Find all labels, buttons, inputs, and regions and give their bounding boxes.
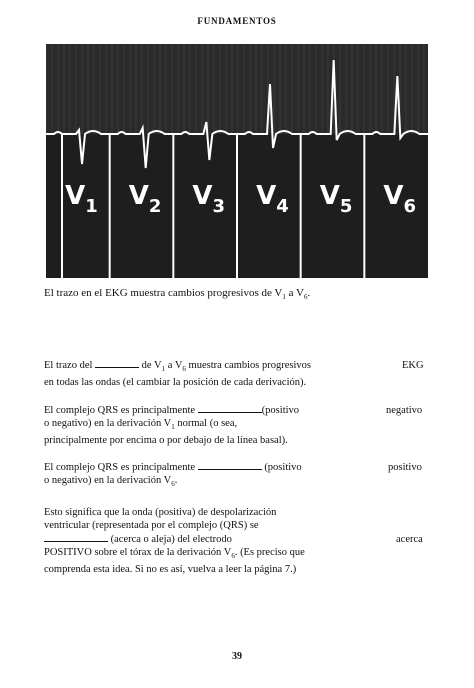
lead-number: 5 [339,196,353,217]
question-text: normal (o sea, [174,418,238,429]
caption-sub: 1 [282,293,286,302]
lead-letter: V [65,181,86,211]
lead-subscript: 1 [161,365,166,374]
question-line [44,358,311,376]
question-line [44,519,305,532]
lead-number: 2 [148,196,162,217]
question-line [44,403,299,417]
question-text: de V [139,360,162,371]
question-text: principalmente por encima o por debajo de la línea basal). [44,435,288,447]
question-text: El complejo QRS es principalmente [44,462,198,473]
answer-blank[interactable] [44,532,108,542]
running-header: FUNDAMENTOS [197,16,277,26]
frame-question [44,403,299,447]
question-line [44,506,305,519]
frame-answer: positivo [388,462,422,473]
question-text: a V [165,360,183,371]
question-text: muestra cambios progresivos [185,360,312,371]
lead-letter: V [128,181,149,211]
lead-letter: V [383,181,404,211]
question-line [44,474,302,491]
question-text: El trazo del [44,360,96,371]
question-line [44,546,305,563]
question-text: POSITIVO sobre el tórax de la derivación V [44,547,232,558]
ekg-trace-svg [46,44,428,278]
question-line [44,460,302,474]
ekg-figure [46,44,428,278]
question-text: o negativo) en la derivación V [44,418,172,429]
lead-number: 1 [85,196,98,217]
frame-question [44,460,302,491]
frame-answer: acerca [396,534,423,545]
lead-subscript: 6 [171,480,175,489]
caption-sub: 6 [304,293,308,302]
question-line [44,434,299,447]
lead-subscript: 6 [182,365,186,374]
question-line [44,376,311,389]
lead-number: 4 [276,196,289,217]
lead-subscript: 1 [171,423,175,432]
question-text: . [174,475,178,486]
caption-text: . [307,287,311,299]
frame-question [44,358,311,389]
question-text: o negativo) en la derivación V [44,475,172,486]
question-text: (positivo [261,405,300,416]
lead-letter: V [192,181,213,211]
lead-number: 3 [212,196,226,217]
frame-answer: EKG [402,360,424,371]
caption-text: a V [285,287,305,299]
question-line [44,417,299,434]
lead-subscript: 6 [231,552,235,561]
figure-caption [44,287,310,301]
question-text: El complejo QRS es principalmente [44,405,198,416]
answer-blank[interactable] [198,403,262,413]
page-number: 39 [232,651,242,662]
answer-blank[interactable] [198,460,262,470]
question-text: en todas las ondas (el cambiar la posición de cada derivación). [44,377,307,389]
lead-letter: V [256,181,277,211]
question-text: ventricular (representada por el complejo (QRS) se [44,520,259,531]
question-line [44,563,305,576]
question-text: (acerca o aleja) del electrodo [108,534,232,545]
question-text: Esto significa que la onda (positiva) de despolarización [44,507,277,518]
frame-answer: negativo [386,405,423,416]
question-text: comprenda esta idea. Si no es así, vuelva a leer la página 7.) [44,564,297,576]
question-line [44,532,305,546]
lead-number: 6 [403,196,417,217]
question-text: (positivo [261,462,302,473]
caption-text: El trazo en el EKG muestra cambios progresivos de V [44,287,283,299]
question-text: . (Es preciso que [234,547,305,558]
lead-letter: V [319,181,340,211]
frame-question [44,506,305,576]
answer-blank[interactable] [95,358,139,368]
